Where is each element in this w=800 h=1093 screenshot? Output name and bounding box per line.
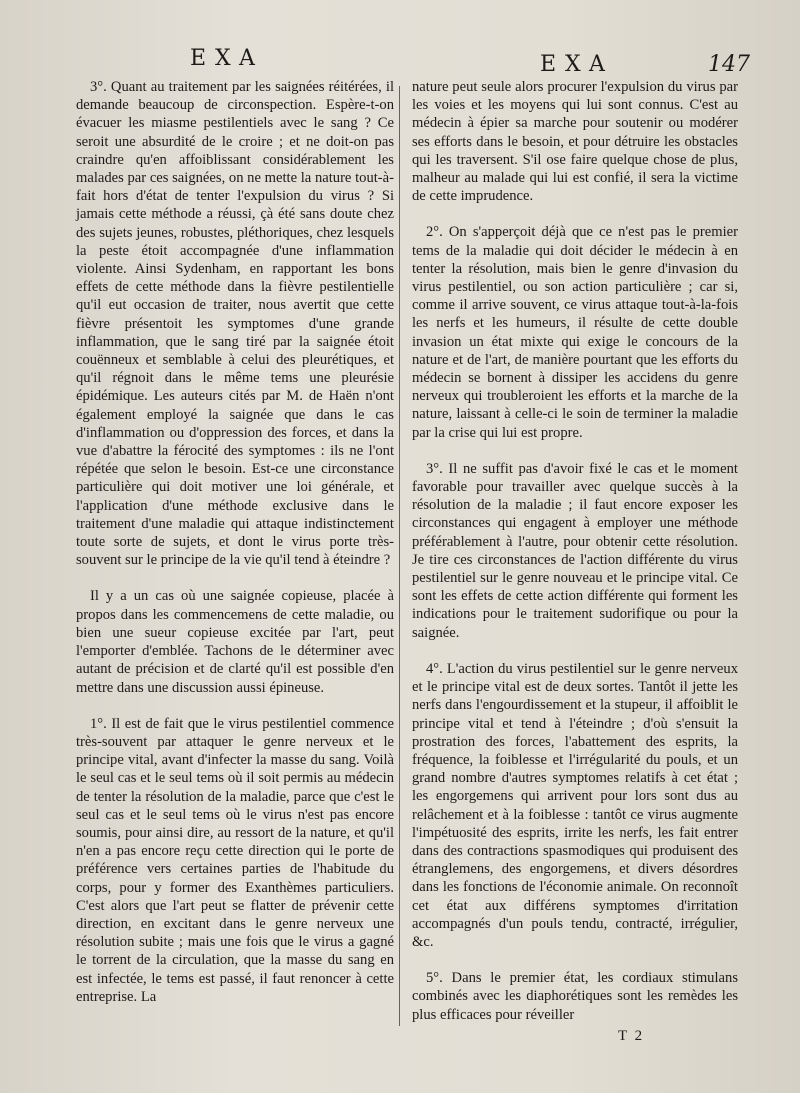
left-column: [76, 78, 394, 1024]
header-left-title: EXA: [190, 46, 264, 71]
paragraph-1-virus-nerveux: 1°. Il est de fait que le virus pestilentiel commence très-souvent par attaquer le genre nerveux et le principe vital, avant d'infecter la masse du sang. Voilà le seul cas et le seul tems où il soit permis au médecin de tenter la résolution de la maladie, parce que c'est le seul cas et le seul tems où le virus n'est pas encore soumis, pour ainsi dire, au ressort de la nature, et qu'il n'en a pas encore reçu cette direction qui le porte de préférence vers certaines parties de l'habitude du corps, pour y former des Exanthèmes particuliers. C'est alors que l'art peut se flatter de prévenir cette direction, en excitant dans le genre nerveux une résolution subite ; mais une fois que le virus a gagné le torrent de la circulation, que la masse du sang en est infectée, le tems est passé, il faut renoncer à cette entreprise. La: [76, 715, 394, 1005]
signature-mark: T 2: [618, 1028, 645, 1044]
paragraph-saignee-copieuse: Il y a un cas où une saignée copieuse, placée à propos dans les commencemens de cette maladie, ou bien une sueur copieuse excitée par l'art, peut l'emporter d'emblée. Tachons de le déterminer avec autant de précision et de clarté qu'il est possible d'en mettre dans une discussion aussi épineuse.: [76, 588, 394, 696]
running-header: [0, 46, 800, 76]
column-divider: [399, 86, 400, 1026]
paragraph-3-saignees: 3°. Quant au traitement par les saignées réitérées, il demande beaucoup de circonspection. Espère-t-on évacuer les miasme pestilentiels avec le sang ? Ce seroit une absurdité de le croire ; et ne doit-on pas craindre qu'en affoiblissant considérablement les malades par ces saignées, on ne mette la nature tout-à-fait hors d'état de tenter l'expulsion du virus ? Si jamais cette méthode a réussi, çà été sans doute chez des sujets jeunes, robustes, pléthoriques, chez lesquels la peste étoit accompagnée d'une inflammation violente. Ainsi Sydenham, en rapportant les bons effets de cette méthode dans la fièvre pestilentielle qu'il eut occasion de traiter, nous avertit que cette fièvre présentoit les symptomes d'une grande inflammation, que le sang tiré par la saignée étoit couënneux et semblable à celui des pleurétiques, et qu'il régnoit dans le même tems une pleurésie épidémique. Les auteurs cités par M. de Haën n'ont également employé la saignée que dans le cas d'inflammation ou d'oppression des forces, et dans la vue d'abattre la férocité des symptomes : ils ne l'ont répétée que selon le besoin. Est-ce une circonstance particulière qui doit motiver une loi générale, et l'application d'une méthode exclusive dans le traitement d'une maladie qui attaque indistinctement toute sorte de sujets, et dont le virus porte très-souvent sur le principe de la vie qu'il tend à éteindre ?: [76, 79, 394, 569]
paragraph-3-circonstances: 3°. Il ne suffit pas d'avoir fixé le cas et le moment favorable pour travailler avec quelque succès à la résolution de la maladie ; il faut encore exposer les circonstances qui engagent à employer une méthode préférablement à l'autre, pour obtenir cette résolution. Je tire ces circonstances de l'action différente du virus pestilentiel sur le genre nouveau et le principe vital. Ce sont les effets de cette action différente qui forment les indications pour le traitement sudorifique ou pour la saignée.: [412, 460, 738, 641]
paragraph-continuation: nature peut seule alors procurer l'expulsion du virus par les voies et les moyens qui lui sont connus. C'est au médecin à épier sa marche pour soutenir ou modérer ses efforts dans le besoin, et pour détruire les obstacles qui les traversent. S'il ose faire quelque chose de plus, malheur au malade qui lui est confié, il sera la victime de cette imprudence.: [412, 79, 738, 205]
paragraph-2-invasion: 2°. On s'apperçoit déjà que ce n'est pas le premier tems de la maladie qui doit décider le médecin à en tenter la résolution, mais bien le genre d'invasion du virus pestilentiel, ou son action particulière ; car si, comme il arrive souvent, ce virus attaque tout-à-la-fois les nerfs et les humeurs, il résulte de cette double invasion un état mixte qui exige le concours de la nature et de l'art, de manière pourtant que les efforts du médecin se bornent à dissiper les accidens du genre nerveux qui troubleroient les efforts et la marche de la nature, laissant à celle-ci le soin de terminer la maladie par la crise qui lui est propre.: [412, 224, 738, 441]
header-right-title: EXA: [540, 52, 614, 77]
right-column: [412, 78, 738, 1042]
page-number: 147: [708, 52, 750, 77]
paragraph-5-premier-etat: 5°. Dans le premier état, les cordiaux stimulans combinés avec les diaphorétiques sont les remèdes les plus efficaces pour réveiller: [412, 970, 738, 1023]
paragraph-4-action-virus: 4°. L'action du virus pestilentiel sur le genre nerveux et le principe vital est de deux sortes. Tantôt il jette les nerfs dans l'engourdissement et la stupeur, il affoiblit le principe vital et tend à l'éteindre ; d'où s'ensuit la prostration des forces, l'abattement des esprits, la fréquence, la foiblesse et l'irrégularité du pouls, et un grand nombre d'autres symptomes relatifs à cet état ; les engorgemens qui arrivent pour lors sont dus au relâchement et à la foiblesse : tantôt ce virus augmente l'impétuosité des esprits, irrite les nerfs, les fait entrer dans des contractions spasmodiques qui produisent des étranglemens, des engorgemens, et divers désordres dans les fonctions de l'économie animale. On reconnoît cet état aux différens symptomes d'irritation accompagnés d'un pouls tendu, contracté, irrégulier, &c.: [412, 660, 738, 950]
